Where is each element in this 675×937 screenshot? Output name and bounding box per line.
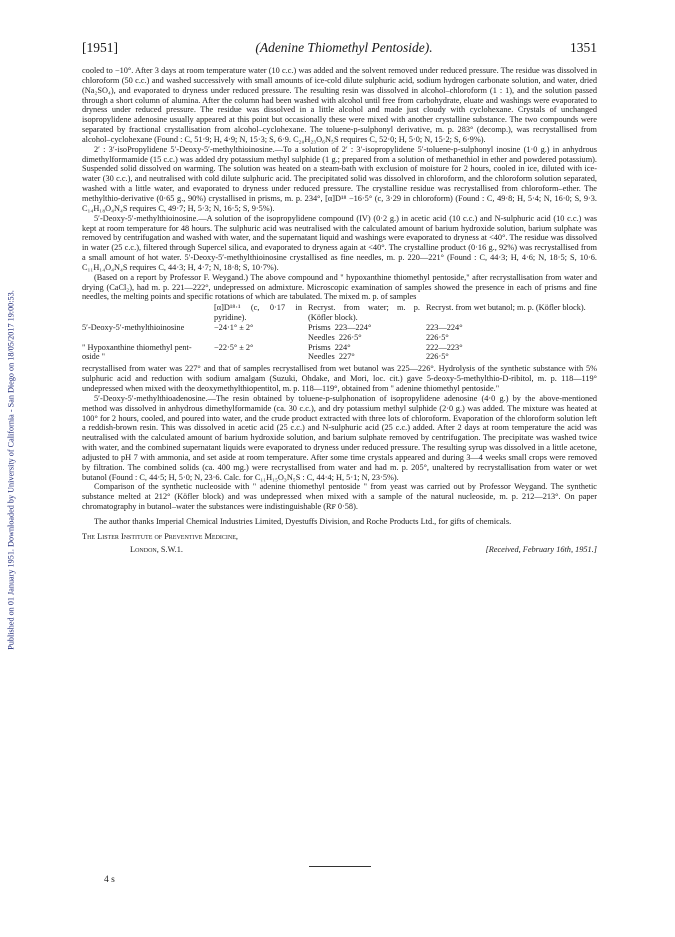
- table-header-cell: Recryst. from wet butanol; m. p. (Köfler block).: [426, 303, 586, 313]
- institute: The Lister Institute of Preventive Medicine,: [82, 531, 238, 541]
- year: [1951]: [82, 40, 118, 55]
- paragraph: (Based on a report by Professor F. Weygand.) The above compound and " hypoxanthine thiomethyl pentoside," after recrystallisation from water and drying (CaCl₂), had m. p. 221—222°, undepressed on admixture. Microscopic examination of samples showed the presence in each of prisms and fine needles, the melting points and specific rotations of which are tabulated. The mixed m. p. of samples: [82, 272, 597, 302]
- mp-water: 224°: [334, 342, 351, 352]
- page-footer: [82, 866, 597, 885]
- table-cell: [308, 333, 374, 343]
- acknowledgement: The author thanks Imperial Chemical Industries Limited, Dyestuffs Division, and Roche Products Ltd., for gifts of chemicals.: [94, 516, 512, 526]
- table-header-cell: Recryst. from water; m. p. (Köfler block).: [308, 303, 420, 323]
- table-row: [82, 343, 597, 353]
- table-cell: " Hypoxanthine thiomethyl pent-: [82, 342, 192, 352]
- paragraph: 2′ : 3′-isoPropylidene 5′-Deoxy-5′-methylthioinosine.—To a solution of 2′ : 3′-isopropylidene 5′-toluene-p-sulphonyl inosine (1·0 g.) in anhydrous dimethylformamide (15 c.c.) was added dry potassium methyl sulphide (1 g.; prepared from a solution of methanethiol in ether and powdered potassium). Suspended solid dissolved on warming. The solution was heated on a steam-bath with exclusion of moisture for 2 hours, cooled in ice, diluted with ice-water (30 c.c.), and neutralised with cold dilute sulphuric acid. The precipitated solid was dissolved in chloroform, and the chloroform solution separated, washed with a little water, and evaporated to dryness under reduced pressure. The crystalline residue was recrystallised from chloroform–ether. The methylthio-derivative (0·65 g., 90%) crystallised in prisms, m. p. 234°, [α]D¹⁸ −16·5° (c, 3·29 in chloroform) (Found : C, 49·8; H, 5·4; N, 16·0; S, 9·3. C₁₄H₁₈O₄N₄S requires C, 49·7; H, 5·3; N, 16·5; S, 9·5%).: [82, 144, 597, 213]
- table-cell: [308, 323, 374, 333]
- table-cell: −24·1° ± 2°: [214, 322, 254, 332]
- crystal-form: Needles: [308, 352, 335, 362]
- paragraph: cooled to −10°. After 3 days at room temperature water (10 c.c.) was added and the solvent removed under reduced pressure. The residue was dissolved in chloroform (50 c.c.) and washed successively with small amounts of ice-cold dilute sulphuric acid, sodium hydrogen carbonate solution, and water, dried (Na₂SO₄), and evaporated to dryness under reduced pressure. The resulting resin was dissolved in alcohol–chloroform (1 : 1), and the solution passed through a short column of alumina. After the column had been washed with alcohol until free from carbohydrate, eluate and washings were evaporated to dryness under reduced pressure. The residue was dissolved in a little alcohol and made just cloudy with cyclohexane. Crystals of unchanged isopropylidene adenosine usually appeared at this point but occasionally these were mixed with another crystalline substance. The two compounds were separated by fractional crystallisation from alcohol–cyclohexane. The toluene-p-sulphonyl derivative, m. p. 283° (decomp.), was recrystallised from alcohol–cyclohexane (Found : C, 51·9; H, 4·9; N, 15·3; S, 6·9. C₂₀H₂₃O₆N₅S requires C, 52·0; H, 5·0; N, 15·2; S, 6·9%).: [82, 66, 597, 144]
- table-cell: 5′-Deoxy-5′-methylthioinosine: [82, 322, 185, 332]
- table-cell: [268, 343, 308, 353]
- table-cell: 223—224°: [426, 322, 463, 332]
- city-received-row: [82, 545, 597, 555]
- table-header-row: [82, 303, 597, 323]
- city: London, S.W.1.: [130, 544, 183, 554]
- table-row: [82, 333, 597, 343]
- table-cell: 226·5°: [426, 352, 449, 362]
- table-cell: 226·5°: [426, 332, 449, 342]
- download-note: Published on 01 January 1951. Downloaded by University of California - San Diego on 18/05/2017 19:00:53.: [6, 290, 16, 650]
- page-number: 1351: [569, 40, 597, 55]
- table-row: [82, 323, 597, 333]
- crystal-form: Needles: [308, 332, 335, 342]
- paragraph: 5′-Deoxy-5′-methylthioinosine.—A solution of the isopropylidene compound (IV) (0·2 g.) in acetic acid (10 c.c.) and N-sulphuric acid (10 c.c.) was kept at room temperature for 48 hours. The sulphuric acid was neutralised with the calculated amount of barium hydroxide solution, barium sulphate was removed by centrifugation and washed with water, and the supernatant liquid and washings were evaporated to dryness at <40°. The residue was dissolved in water (25 c.c.), filtered through Supercel silica, and evaporated to dryness again at <40°. The crystalline product (0·16 g., 92%) was recrystallised from a small amount of hot water. 5′-Deoxy-5′-methylthioinosine crystallised as fine needles, m. p. 220—221° (Found : C, 44·3; H, 4·6; N, 18·5; S, 10·6. C₁₁H₁₄O₄N₄S requires C, 44·3; H, 4·7; N, 18·8; S, 10·7%).: [82, 213, 597, 272]
- mp-water: 226·5°: [338, 332, 362, 342]
- table-cell: [374, 333, 426, 343]
- table-header-cell: [82, 303, 214, 323]
- paragraph: recrystallised from water was 227° and that of samples recrystallised from wet butanol was 225—226°. Hydrolysis of the synthetic substance with 5% sulphuric acid and reduction with sodium amalgam (Suzuki, Ohdake, and Mori, loc. cit.) gave 5-deoxy-5-methylthio-D-ribitol, m. p. 118—119° undepressed when mixed with the deoxymethylthiopentitol, m. p. 118—119°, obtained from " adenine thiomethyl pentoside.": [82, 364, 597, 393]
- paragraph: Comparison of the synthetic nucleoside with " adenine thiomethyl pentoside " from yeast was carried out by Professor Weygand. The synthetic substance melted at 212° (Köfler block) and was undepressed when mixed with a sample of the natural nucleoside, m. p. 212—213°. On paper chromatography in butanol–water the substances were indistinguishable (Rꜰ 0·58).: [82, 482, 597, 512]
- mp-water: 223—224°: [334, 322, 372, 332]
- table-cell: [374, 343, 426, 353]
- table-header-cell: [α]D¹⁸·¹ (c, 0·17 in pyridine).: [214, 303, 302, 323]
- signature-mark: 4 s: [104, 875, 115, 885]
- mp-water: 227°: [338, 352, 355, 362]
- footer-rule: [309, 866, 371, 867]
- download-sidebar: [0, 0, 22, 937]
- article-body: [82, 66, 597, 555]
- table-cell: [374, 323, 426, 333]
- table-row: [82, 352, 597, 362]
- table-cell: −22·5° ± 2°: [214, 342, 254, 352]
- table-cell: [374, 352, 426, 362]
- table-cell: oside ": [82, 352, 105, 362]
- affiliation-block: [82, 532, 597, 555]
- melting-point-table: [82, 303, 597, 362]
- table-cell: [82, 333, 214, 343]
- crystal-form: Prisms: [308, 322, 331, 332]
- table-cell: [268, 323, 308, 333]
- table-cell: [214, 352, 268, 362]
- table-cell: [308, 352, 374, 362]
- received-date: [Received, February 16th, 1951.]: [485, 544, 597, 554]
- running-title: (Adenine Thiomethyl Pentoside).: [255, 40, 433, 55]
- table-cell: 222—223°: [426, 342, 463, 352]
- table-cell: [214, 333, 268, 343]
- table-cell: [308, 343, 374, 353]
- paragraph: 5′-Deoxy-5′-methylthioadenosine.—The resin obtained by toluene-p-sulphonation of isopropylidene adenosine (4·0 g.) by the above-mentioned method was dissolved in anhydrous dimethylformamide (ca. 30 c.c.), and dry potassium methyl sulphide (2·0 g.) was added. The mixture was heated at 100° for 2 hours, cooled, and poured into water, and the crude product extracted with three lots of chloroform. Evaporation of the chloroform solution left a reddish-brown resin. This was dissolved in acetic acid (25 c.c.) and N-sulphuric acid (25 c.c.) added. After 2 days at room temperature the acid was neutralised with the calculated amount of barium hydroxide solution, and barium sulphate removed by centrifugation. The precipitate was washed twice with water, and the combined supernatant liquids were evaporated to dryness under reduced pressure. The resulting syrup was dissolved in a little acetone, adjusted to pH 7 with ammonia, and set aside at room temperature. After some time crystals appeared and during 3—4 weeks small crops were removed by filtration. The combined solids (ca. 400 mg.) were recrystallised from water and had m. p. 205°, unaltered by recrystallisation from water or wet butanol (Found : C, 44·5; H, 5·0; N, 23·6. Calc. for C₁₁H₁₅O₃N₅S : C, 44·4; H, 5·1; N, 23·5%).: [82, 393, 597, 482]
- table-cell: [268, 352, 308, 362]
- crystal-form: Prisms: [308, 342, 331, 352]
- table-cell: [268, 333, 308, 343]
- page-header: [82, 40, 597, 58]
